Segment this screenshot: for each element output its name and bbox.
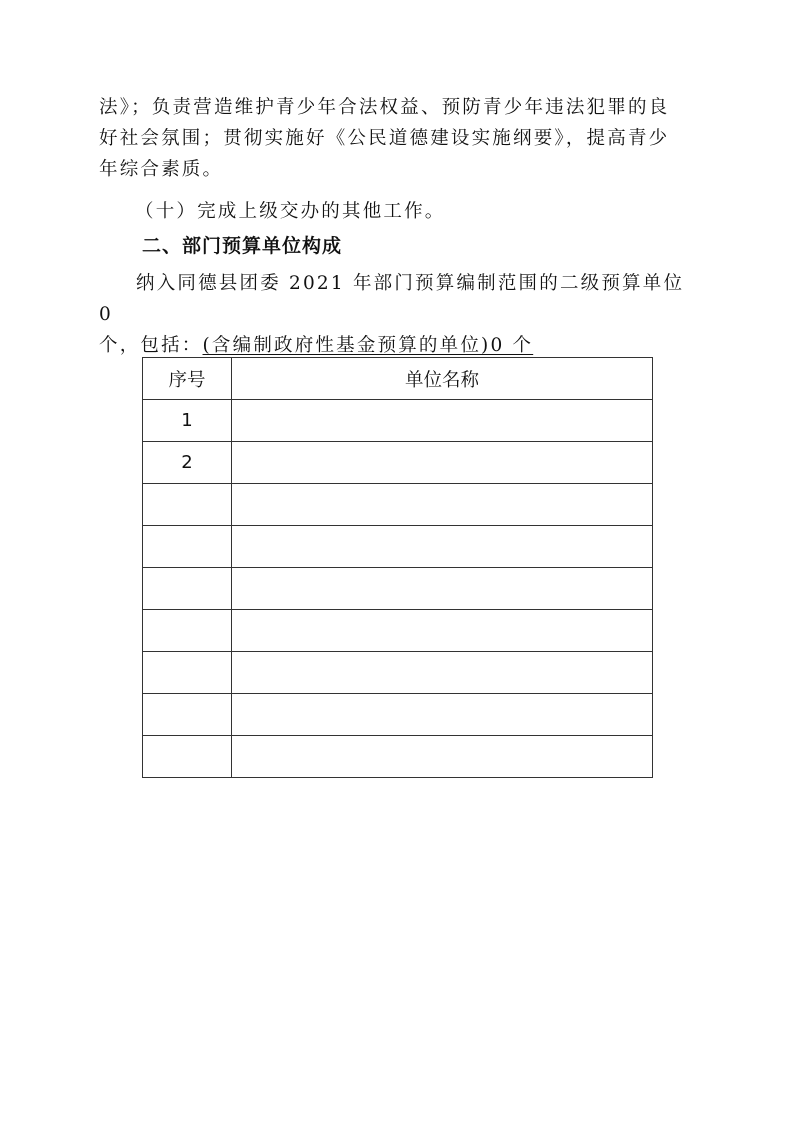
column-header-index: 序号: [143, 358, 232, 400]
paragraph-line: 好社会氛围；贯彻实施好《公民道德建设实施纲要》，提高青少: [99, 128, 670, 149]
table-cell-unit-name: [232, 400, 653, 442]
table-cell-unit-name: [232, 652, 653, 694]
paragraph-budget-units: [99, 268, 699, 361]
table-cell-unit-name: [232, 442, 653, 484]
paragraph-line: 年综合素质。: [99, 159, 224, 180]
budget-units-table: [142, 357, 653, 778]
table-header-row: [143, 358, 653, 400]
paragraph-text: 个，包括：: [99, 335, 203, 356]
table-row: [143, 442, 653, 484]
paragraph-line: 法》；负责营造维护青少年合法权益、预防青少年违法犯罪的良: [99, 97, 670, 118]
table-cell-unit-name: [232, 568, 653, 610]
table-cell-unit-name: [232, 484, 653, 526]
section-heading: 二、部门预算单位构成: [142, 235, 343, 257]
table-cell-index: 1: [143, 400, 232, 442]
table-row: [143, 736, 653, 778]
table-cell-unit-name: [232, 526, 653, 568]
table-cell-index: [143, 568, 232, 610]
table-cell-index: [143, 694, 232, 736]
table-cell-unit-name: [232, 694, 653, 736]
table-cell-index: [143, 652, 232, 694]
table-row: [143, 568, 653, 610]
paragraph-duties: [99, 92, 699, 185]
paragraph-line: 纳入同德县团委 2021 年部门预算编制范围的二级预算单位 0: [99, 273, 685, 325]
table-row: [143, 526, 653, 568]
table-cell-index: 2: [143, 442, 232, 484]
table-cell-index: [143, 484, 232, 526]
table-cell-index: [143, 526, 232, 568]
table-cell-index: [143, 610, 232, 652]
table-row: [143, 610, 653, 652]
table-row: [143, 694, 653, 736]
paragraph-item-ten: （十）完成上级交办的其他工作。: [135, 201, 446, 222]
underlined-note: (含编制政府性基金预算的单位)0 个: [202, 335, 534, 356]
column-header-unit-name: 单位名称: [232, 358, 653, 400]
table-cell-unit-name: [232, 736, 653, 778]
table-row: [143, 652, 653, 694]
table-row: [143, 484, 653, 526]
table-row: [143, 400, 653, 442]
table-cell-unit-name: [232, 610, 653, 652]
table-cell-index: [143, 736, 232, 778]
